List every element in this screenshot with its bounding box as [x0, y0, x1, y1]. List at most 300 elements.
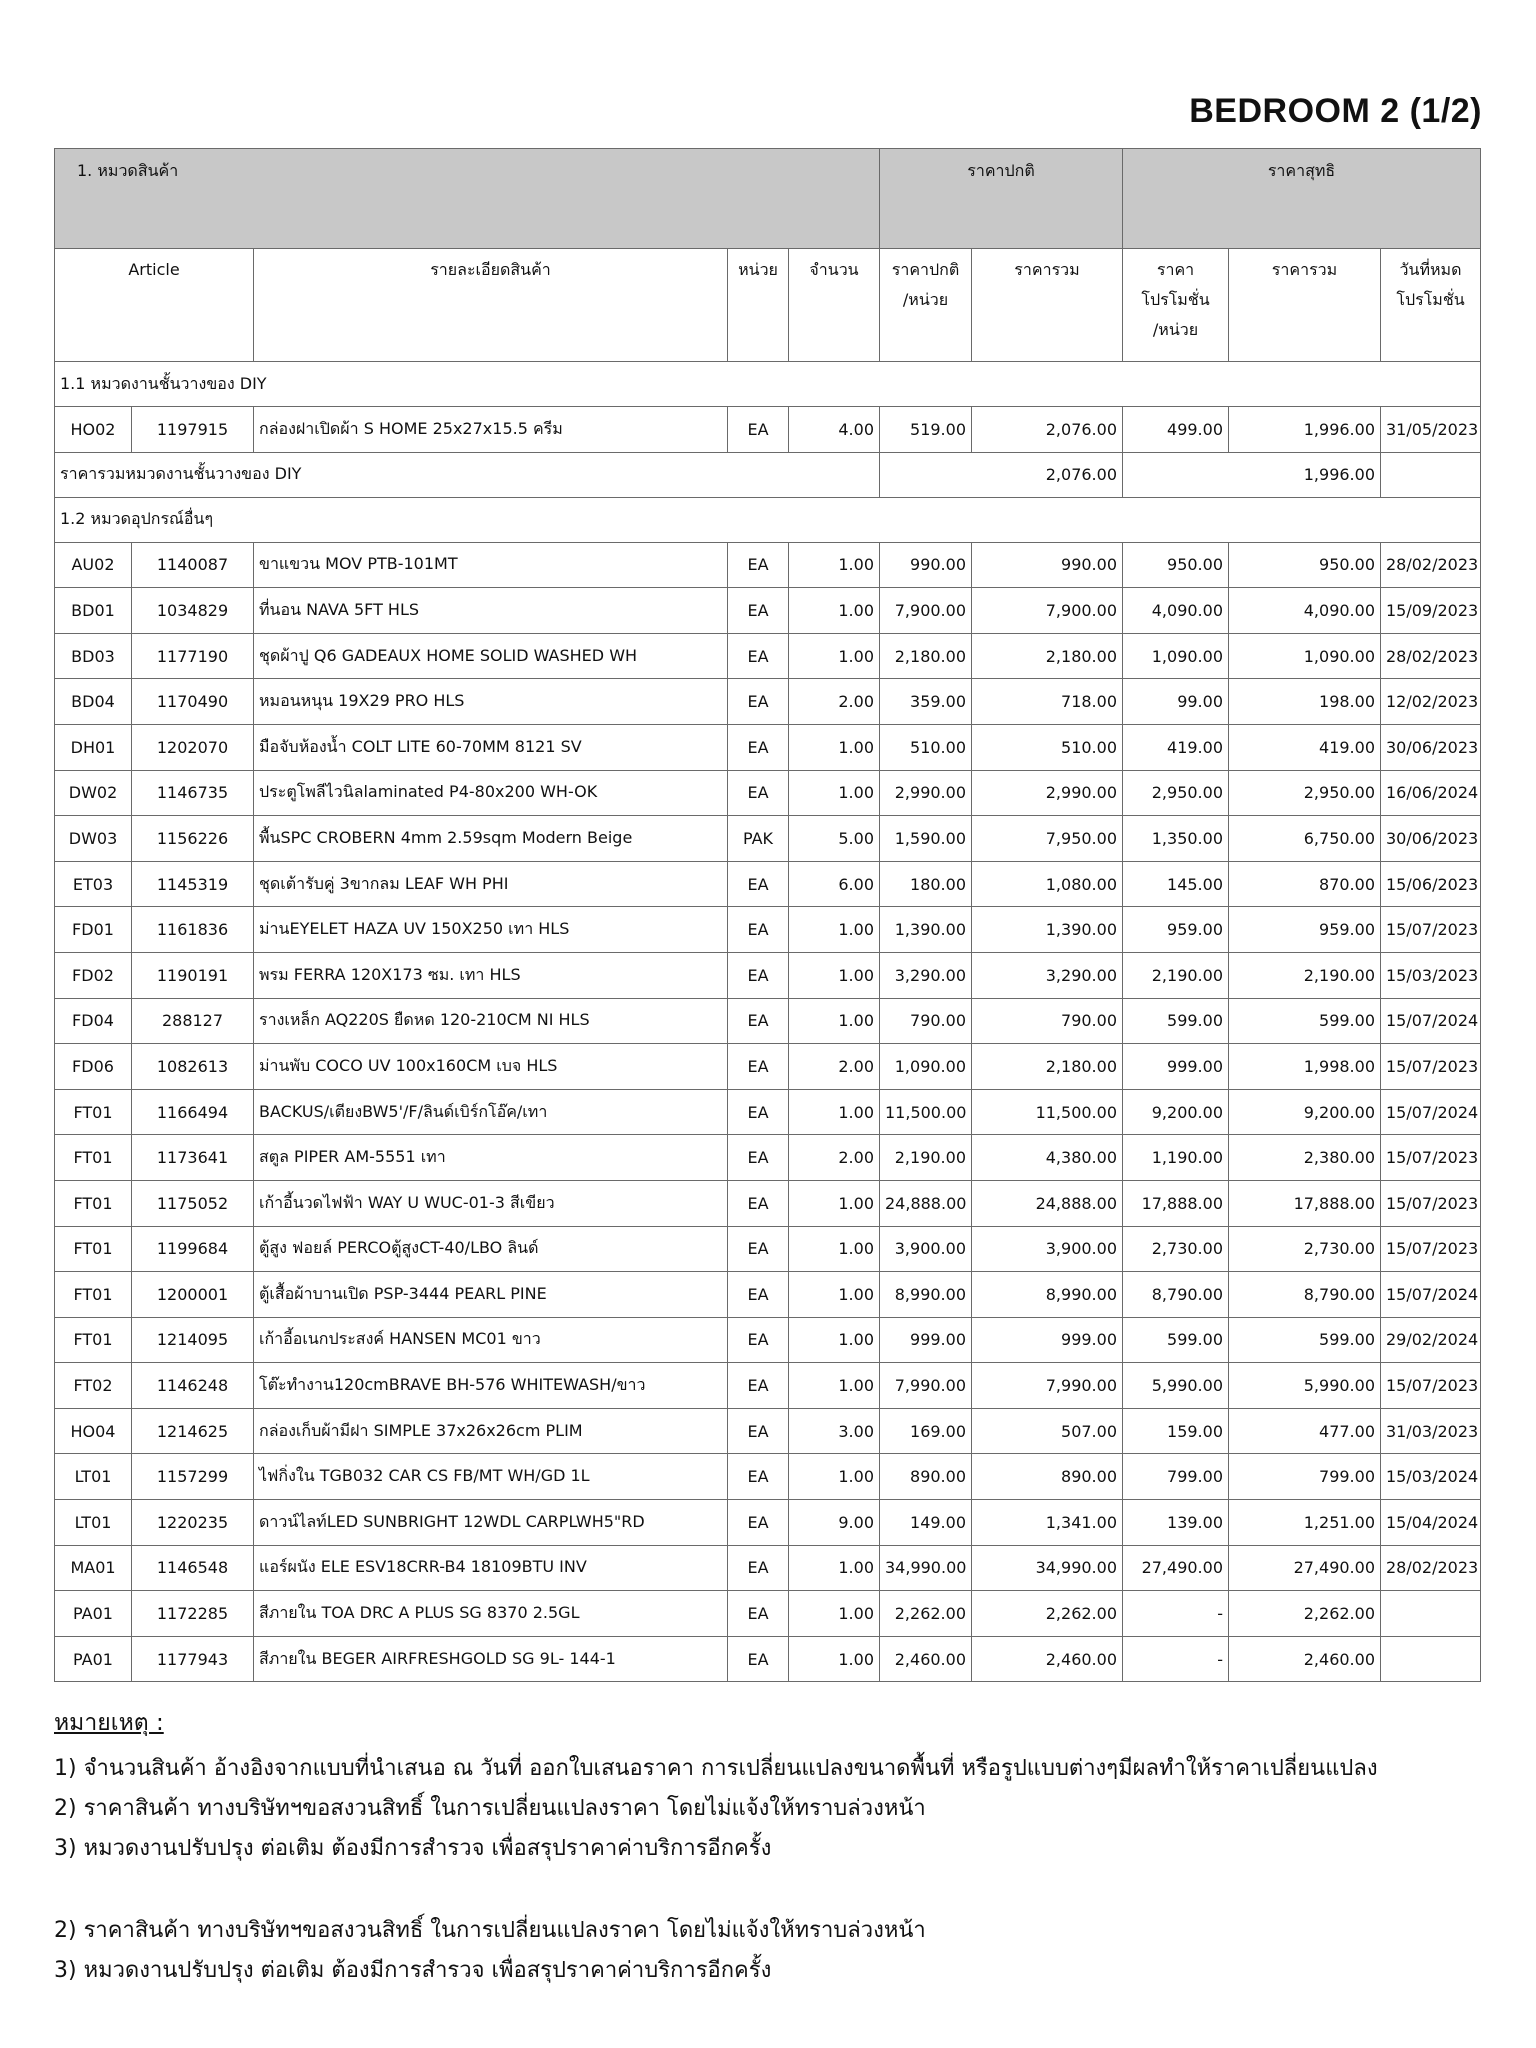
item-price: 1,090.00 [880, 1044, 972, 1090]
item-promo-end: 31/03/2023 [1381, 1408, 1481, 1454]
item-promo-total: 2,262.00 [1229, 1591, 1381, 1637]
col-promo-price-line: โปรโมชั่น [1141, 290, 1210, 309]
item-qty: 1.00 [789, 542, 880, 588]
item-promo-price: 5,990.00 [1123, 1363, 1229, 1409]
item-total: 24,888.00 [972, 1180, 1123, 1226]
item-price: 24,888.00 [880, 1180, 972, 1226]
item-article: 1082613 [132, 1044, 254, 1090]
item-unit: EA [728, 952, 789, 998]
item-article: 1146735 [132, 770, 254, 816]
col-promo-end [1381, 249, 1481, 362]
item-code: BD03 [55, 633, 132, 679]
item-price: 11,500.00 [880, 1089, 972, 1135]
item-code: PA01 [55, 1636, 132, 1682]
item-description: ไฟกิ่งใน TGB032 CAR CS FB/MT WH/GD 1L [254, 1454, 728, 1500]
item-unit: EA [728, 633, 789, 679]
item-promo-price: 799.00 [1123, 1454, 1229, 1500]
item-code: FT01 [55, 1317, 132, 1363]
item-total: 790.00 [972, 998, 1123, 1044]
item-price: 149.00 [880, 1500, 972, 1546]
item-description: ม่านพับ COCO UV 100x160CM เบจ HLS [254, 1044, 728, 1090]
item-code: FT01 [55, 1089, 132, 1135]
item-qty: 1.00 [789, 1226, 880, 1272]
item-price: 2,262.00 [880, 1591, 972, 1637]
item-promo-end: 15/07/2023 [1381, 907, 1481, 953]
item-promo-total: 17,888.00 [1229, 1180, 1381, 1226]
item-qty: 9.00 [789, 1500, 880, 1546]
item-promo-price: 1,350.00 [1123, 816, 1229, 862]
subtotal-total: 2,076.00 [880, 452, 1123, 497]
item-promo-end [1381, 1591, 1481, 1637]
item-unit: EA [728, 679, 789, 725]
item-article: 288127 [132, 998, 254, 1044]
item-unit: EA [728, 1135, 789, 1181]
item-price: 3,900.00 [880, 1226, 972, 1272]
item-article: 1202070 [132, 724, 254, 770]
item-promo-price: 499.00 [1123, 407, 1229, 453]
item-qty: 1.00 [789, 588, 880, 634]
item-unit: EA [728, 1591, 789, 1637]
table-row [55, 1408, 1481, 1454]
col-promo-price-line: /หน่วย [1152, 320, 1199, 339]
item-promo-total: 870.00 [1229, 861, 1381, 907]
col-price-per-unit [880, 249, 972, 362]
item-promo-total: 2,950.00 [1229, 770, 1381, 816]
item-code: FT01 [55, 1226, 132, 1272]
item-promo-price: 17,888.00 [1123, 1180, 1229, 1226]
item-code: FT01 [55, 1272, 132, 1318]
item-promo-end: 28/02/2023 [1381, 633, 1481, 679]
item-promo-price: 9,200.00 [1123, 1089, 1229, 1135]
item-promo-price: - [1123, 1591, 1229, 1637]
col-promo-price [1123, 249, 1229, 362]
item-code: DW03 [55, 816, 132, 862]
item-price: 34,990.00 [880, 1545, 972, 1591]
item-article: 1220235 [132, 1500, 254, 1546]
table-row [55, 998, 1481, 1044]
table-row [55, 952, 1481, 998]
item-qty: 1.00 [789, 998, 880, 1044]
item-code: HO02 [55, 407, 132, 453]
section-row [55, 362, 1481, 407]
item-unit: EA [728, 1636, 789, 1682]
item-article: 1177943 [132, 1636, 254, 1682]
note-line: 1) จำนวนสินค้า อ้างอิงจากแบบที่นำเสนอ ณ วันที่ ออกใบเสนอราคา การเปลี่ยนแปลงขนาดพื้นที่ หรือรูปแบบต่างๆมีผลทำให้ราคาเปลี่ยนแปลง [54, 1756, 1378, 1781]
col-total: ราคารวม [972, 249, 1123, 362]
item-price: 8,990.00 [880, 1272, 972, 1318]
item-total: 11,500.00 [972, 1089, 1123, 1135]
item-promo-end: 15/07/2023 [1381, 1044, 1481, 1090]
item-code: PA01 [55, 1591, 132, 1637]
item-promo-total: 1,996.00 [1229, 407, 1381, 453]
item-article: 1156226 [132, 816, 254, 862]
group-header-row [55, 149, 1481, 249]
item-price: 1,390.00 [880, 907, 972, 953]
item-promo-price: 2,950.00 [1123, 770, 1229, 816]
item-article: 1172285 [132, 1591, 254, 1637]
item-description: โต๊ะทำงาน120cmBRAVE BH-576 WHITEWASH/ขาว [254, 1363, 728, 1409]
item-promo-total: 4,090.00 [1229, 588, 1381, 634]
table-row [55, 1226, 1481, 1272]
subtotal-empty [1381, 452, 1481, 497]
item-promo-end: 15/07/2023 [1381, 1180, 1481, 1226]
item-promo-total: 2,730.00 [1229, 1226, 1381, 1272]
item-code: BD04 [55, 679, 132, 725]
item-promo-end: 15/03/2023 [1381, 952, 1481, 998]
item-description: แอร์ผนัง ELE ESV18CRR-B4 18109BTU INV [254, 1545, 728, 1591]
item-description: เก้าอี้นวดไฟฟ้า WAY U WUC-01-3 สีเขียว [254, 1180, 728, 1226]
item-promo-total: 198.00 [1229, 679, 1381, 725]
item-qty: 1.00 [789, 1636, 880, 1682]
col-article: Article [55, 249, 254, 362]
item-total: 2,990.00 [972, 770, 1123, 816]
item-price: 169.00 [880, 1408, 972, 1454]
item-qty: 4.00 [789, 407, 880, 453]
table-row [55, 1317, 1481, 1363]
table-row [55, 542, 1481, 588]
col-promo-end-line: โปรโมชั่น [1396, 290, 1465, 309]
item-article: 1175052 [132, 1180, 254, 1226]
group-header-category: 1. หมวดสินค้า [55, 149, 880, 249]
item-promo-price: 4,090.00 [1123, 588, 1229, 634]
item-price: 999.00 [880, 1317, 972, 1363]
item-promo-end: 16/06/2024 [1381, 770, 1481, 816]
item-promo-end: 15/07/2024 [1381, 1272, 1481, 1318]
item-promo-end: 28/02/2023 [1381, 542, 1481, 588]
table-row [55, 588, 1481, 634]
item-total: 3,290.00 [972, 952, 1123, 998]
item-promo-total: 5,990.00 [1229, 1363, 1381, 1409]
item-promo-end: 30/06/2023 [1381, 816, 1481, 862]
table-body [55, 149, 1481, 1682]
item-code: HO04 [55, 1408, 132, 1454]
item-article: 1166494 [132, 1089, 254, 1135]
note-line-repeat: 2) ราคาสินค้า ทางบริษัทฯขอสงวนสิทธิ์ ในการเปลี่ยนแปลงราคา โดยไม่แจ้งให้ทราบล่วงหน้า [54, 1918, 926, 1943]
table-row [55, 1636, 1481, 1682]
col-promo-end-line: วันที่หมด [1399, 260, 1462, 279]
item-description: ชุดผ้าปู Q6 GADEAUX HOME SOLID WASHED WH [254, 633, 728, 679]
item-promo-price: 2,730.00 [1123, 1226, 1229, 1272]
item-code: DH01 [55, 724, 132, 770]
item-article: 1161836 [132, 907, 254, 953]
item-promo-total: 477.00 [1229, 1408, 1381, 1454]
section-row [55, 497, 1481, 542]
item-promo-total: 799.00 [1229, 1454, 1381, 1500]
item-qty: 1.00 [789, 1454, 880, 1500]
item-promo-price: 1,190.00 [1123, 1135, 1229, 1181]
item-promo-end: 15/07/2024 [1381, 998, 1481, 1044]
item-description: รางเหล็ก AQ220S ยืดหด 120-210CM NI HLS [254, 998, 728, 1044]
item-qty: 6.00 [789, 861, 880, 907]
item-price: 2,180.00 [880, 633, 972, 679]
section-title: 1.2 หมวดอุปกรณ์อื่นๆ [55, 497, 1481, 542]
item-promo-end: 15/07/2023 [1381, 1135, 1481, 1181]
table-row [55, 1545, 1481, 1591]
item-total: 2,076.00 [972, 407, 1123, 453]
item-promo-end: 12/02/2023 [1381, 679, 1481, 725]
item-unit: EA [728, 1272, 789, 1318]
item-total: 890.00 [972, 1454, 1123, 1500]
item-description: BACKUS/เตียงBW5'/F/ลินด์เบิร์กโอ๊ค/เทา [254, 1089, 728, 1135]
section-title: 1.1 หมวดงานชั้นวางของ DIY [55, 362, 1481, 407]
item-unit: EA [728, 1180, 789, 1226]
col-promo-price-line: ราคา [1156, 260, 1195, 279]
item-code: DW02 [55, 770, 132, 816]
item-unit: EA [728, 1454, 789, 1500]
item-unit: EA [728, 724, 789, 770]
item-unit: EA [728, 907, 789, 953]
item-code: FD04 [55, 998, 132, 1044]
table-row [55, 1089, 1481, 1135]
page-title: BEDROOM 2 (1/2) [1189, 92, 1482, 130]
note-line: 3) หมวดงานปรับปรุง ต่อเติม ต้องมีการสำรวจ เพื่อสรุปราคาค่าบริการอีกครั้ง [54, 1836, 772, 1861]
table-row [55, 1180, 1481, 1226]
item-promo-total: 1,251.00 [1229, 1500, 1381, 1546]
item-qty: 5.00 [789, 816, 880, 862]
item-code: LT01 [55, 1454, 132, 1500]
item-code: MA01 [55, 1545, 132, 1591]
table-row [55, 861, 1481, 907]
item-qty: 3.00 [789, 1408, 880, 1454]
item-qty: 1.00 [789, 1180, 880, 1226]
table-row [55, 1454, 1481, 1500]
item-promo-total: 599.00 [1229, 998, 1381, 1044]
item-description: กล่องฝาเปิดผ้า S HOME 25x27x15.5 ครีม [254, 407, 728, 453]
table-row [55, 679, 1481, 725]
item-unit: EA [728, 1089, 789, 1135]
item-description: สีภายใน BEGER AIRFRESHGOLD SG 9L- 144-1 [254, 1636, 728, 1682]
item-promo-total: 2,460.00 [1229, 1636, 1381, 1682]
group-header-normal-price: ราคาปกติ [880, 149, 1123, 249]
item-description: ตู้สูง ฟอยล์ PERCOตู้สูงCT-40/LBO ลินด์ [254, 1226, 728, 1272]
item-article: 1190191 [132, 952, 254, 998]
item-promo-total: 27,490.00 [1229, 1545, 1381, 1591]
table-row [55, 1591, 1481, 1637]
item-total: 1,341.00 [972, 1500, 1123, 1546]
item-description: ที่นอน NAVA 5FT HLS [254, 588, 728, 634]
item-price: 2,460.00 [880, 1636, 972, 1682]
item-description: พรม FERRA 120X173 ซม. เทา HLS [254, 952, 728, 998]
item-price: 890.00 [880, 1454, 972, 1500]
item-qty: 1.00 [789, 952, 880, 998]
item-code: AU02 [55, 542, 132, 588]
item-article: 1170490 [132, 679, 254, 725]
item-promo-price: 139.00 [1123, 1500, 1229, 1546]
subtotal-promo-total: 1,996.00 [1123, 452, 1381, 497]
item-code: FT01 [55, 1135, 132, 1181]
item-code: FT01 [55, 1180, 132, 1226]
item-code: FT02 [55, 1363, 132, 1409]
item-promo-price: 950.00 [1123, 542, 1229, 588]
item-description: ประตูโพลีไวนิลlaminated P4-80x200 WH-OK [254, 770, 728, 816]
item-promo-price: 145.00 [1123, 861, 1229, 907]
item-promo-total: 2,190.00 [1229, 952, 1381, 998]
item-price: 359.00 [880, 679, 972, 725]
item-article: 1199684 [132, 1226, 254, 1272]
item-price: 2,190.00 [880, 1135, 972, 1181]
item-code: FD01 [55, 907, 132, 953]
item-promo-end: 31/05/2023 [1381, 407, 1481, 453]
item-unit: EA [728, 1226, 789, 1272]
table-row [55, 816, 1481, 862]
table-row [55, 1272, 1481, 1318]
item-promo-end: 15/07/2023 [1381, 1226, 1481, 1272]
item-article: 1034829 [132, 588, 254, 634]
item-unit: PAK [728, 816, 789, 862]
item-total: 999.00 [972, 1317, 1123, 1363]
table-row [55, 770, 1481, 816]
item-article: 1146248 [132, 1363, 254, 1409]
item-description: พื้นSPC CROBERN 4mm 2.59sqm Modern Beige [254, 816, 728, 862]
item-promo-total: 6,750.00 [1229, 816, 1381, 862]
item-total: 2,262.00 [972, 1591, 1123, 1637]
item-description: ชุดเต้ารับคู่ 3ขากลม LEAF WH PHI [254, 861, 728, 907]
item-code: ET03 [55, 861, 132, 907]
item-promo-total: 8,790.00 [1229, 1272, 1381, 1318]
col-description: รายละเอียดสินค้า [254, 249, 728, 362]
item-qty: 1.00 [789, 633, 880, 679]
table-row [55, 1363, 1481, 1409]
item-total: 2,180.00 [972, 633, 1123, 679]
item-qty: 1.00 [789, 1545, 880, 1591]
item-qty: 2.00 [789, 1135, 880, 1181]
item-promo-price: 1,090.00 [1123, 633, 1229, 679]
item-price: 180.00 [880, 861, 972, 907]
item-total: 7,990.00 [972, 1363, 1123, 1409]
table-row [55, 1044, 1481, 1090]
item-description: สตูล PIPER AM-5551 เทา [254, 1135, 728, 1181]
item-promo-total: 2,380.00 [1229, 1135, 1381, 1181]
item-unit: EA [728, 770, 789, 816]
subtotal-label: ราคารวมหมวดงานชั้นวางของ DIY [55, 452, 880, 497]
item-description: มือจับห้องน้ำ COLT LITE 60-70MM 8121 SV [254, 724, 728, 770]
item-total: 34,990.00 [972, 1545, 1123, 1591]
item-article: 1214095 [132, 1317, 254, 1363]
table-row [55, 1135, 1481, 1181]
item-promo-price: 999.00 [1123, 1044, 1229, 1090]
item-price: 990.00 [880, 542, 972, 588]
item-promo-end: 15/06/2023 [1381, 861, 1481, 907]
item-qty: 1.00 [789, 1317, 880, 1363]
subtotal-row [55, 452, 1481, 497]
item-unit: EA [728, 1317, 789, 1363]
item-description: เก้าอี้อเนกประสงค์ HANSEN MC01 ขาว [254, 1317, 728, 1363]
item-qty: 1.00 [789, 1272, 880, 1318]
item-description: สีภายใน TOA DRC A PLUS SG 8370 2.5GL [254, 1591, 728, 1637]
item-promo-price: 2,190.00 [1123, 952, 1229, 998]
item-unit: EA [728, 998, 789, 1044]
table-row [55, 724, 1481, 770]
item-promo-end: 15/07/2023 [1381, 1363, 1481, 1409]
item-promo-price: 27,490.00 [1123, 1545, 1229, 1591]
item-article: 1146548 [132, 1545, 254, 1591]
item-promo-price: 599.00 [1123, 1317, 1229, 1363]
item-total: 7,950.00 [972, 816, 1123, 862]
item-promo-end: 15/03/2024 [1381, 1454, 1481, 1500]
item-qty: 2.00 [789, 1044, 880, 1090]
item-total: 4,380.00 [972, 1135, 1123, 1181]
item-article: 1157299 [132, 1454, 254, 1500]
item-unit: EA [728, 1408, 789, 1454]
item-promo-price: 599.00 [1123, 998, 1229, 1044]
item-code: LT01 [55, 1500, 132, 1546]
col-price-per-unit-line: /หน่วย [902, 290, 949, 309]
item-description: กล่องเก็บผ้ามีฝา SIMPLE 37x26x26cm PLIM [254, 1408, 728, 1454]
item-promo-end: 15/04/2024 [1381, 1500, 1481, 1546]
item-promo-total: 950.00 [1229, 542, 1381, 588]
item-promo-end [1381, 1636, 1481, 1682]
item-total: 2,460.00 [972, 1636, 1123, 1682]
item-promo-price: 99.00 [1123, 679, 1229, 725]
item-unit: EA [728, 861, 789, 907]
item-price: 2,990.00 [880, 770, 972, 816]
item-code: BD01 [55, 588, 132, 634]
item-promo-total: 419.00 [1229, 724, 1381, 770]
item-promo-price: 959.00 [1123, 907, 1229, 953]
item-description: ม่านEYELET HAZA UV 150X250 เทา HLS [254, 907, 728, 953]
item-unit: EA [728, 542, 789, 588]
item-code: FD06 [55, 1044, 132, 1090]
item-article: 1177190 [132, 633, 254, 679]
item-promo-total: 959.00 [1229, 907, 1381, 953]
item-promo-end: 30/06/2023 [1381, 724, 1481, 770]
item-qty: 1.00 [789, 724, 880, 770]
item-description: หมอนหนุน 19X29 PRO HLS [254, 679, 728, 725]
item-promo-end: 15/07/2024 [1381, 1089, 1481, 1135]
item-promo-price: - [1123, 1636, 1229, 1682]
item-qty: 1.00 [789, 1363, 880, 1409]
column-header-row [55, 249, 1481, 362]
item-total: 1,080.00 [972, 861, 1123, 907]
item-total: 8,990.00 [972, 1272, 1123, 1318]
item-price: 7,900.00 [880, 588, 972, 634]
item-article: 1200001 [132, 1272, 254, 1318]
item-total: 7,900.00 [972, 588, 1123, 634]
item-price: 510.00 [880, 724, 972, 770]
item-price: 7,990.00 [880, 1363, 972, 1409]
notes [54, 1705, 1378, 1991]
item-total: 990.00 [972, 542, 1123, 588]
item-promo-total: 1,998.00 [1229, 1044, 1381, 1090]
item-price: 519.00 [880, 407, 972, 453]
item-promo-total: 9,200.00 [1229, 1089, 1381, 1135]
item-price: 790.00 [880, 998, 972, 1044]
item-promo-price: 419.00 [1123, 724, 1229, 770]
item-price: 1,590.00 [880, 816, 972, 862]
item-unit: EA [728, 407, 789, 453]
item-article: 1214625 [132, 1408, 254, 1454]
item-total: 3,900.00 [972, 1226, 1123, 1272]
item-description: ขาแขวน MOV PTB-101MT [254, 542, 728, 588]
item-promo-price: 8,790.00 [1123, 1272, 1229, 1318]
item-total: 718.00 [972, 679, 1123, 725]
item-qty: 1.00 [789, 1591, 880, 1637]
note-line: 2) ราคาสินค้า ทางบริษัทฯขอสงวนสิทธิ์ ในการเปลี่ยนแปลงราคา โดยไม่แจ้งให้ทราบล่วงหน้า [54, 1796, 926, 1821]
item-promo-price: 159.00 [1123, 1408, 1229, 1454]
item-qty: 1.00 [789, 770, 880, 816]
item-unit: EA [728, 1545, 789, 1591]
item-total: 2,180.00 [972, 1044, 1123, 1090]
item-article: 1145319 [132, 861, 254, 907]
item-description: ตู้เสื้อผ้าบานเปิด PSP-3444 PEARL PINE [254, 1272, 728, 1318]
notes-heading: หมายเหตุ : [54, 1710, 164, 1736]
item-article: 1140087 [132, 542, 254, 588]
item-unit: EA [728, 588, 789, 634]
table-row [55, 407, 1481, 453]
col-unit: หน่วย [728, 249, 789, 362]
item-unit: EA [728, 1044, 789, 1090]
item-qty: 1.00 [789, 907, 880, 953]
